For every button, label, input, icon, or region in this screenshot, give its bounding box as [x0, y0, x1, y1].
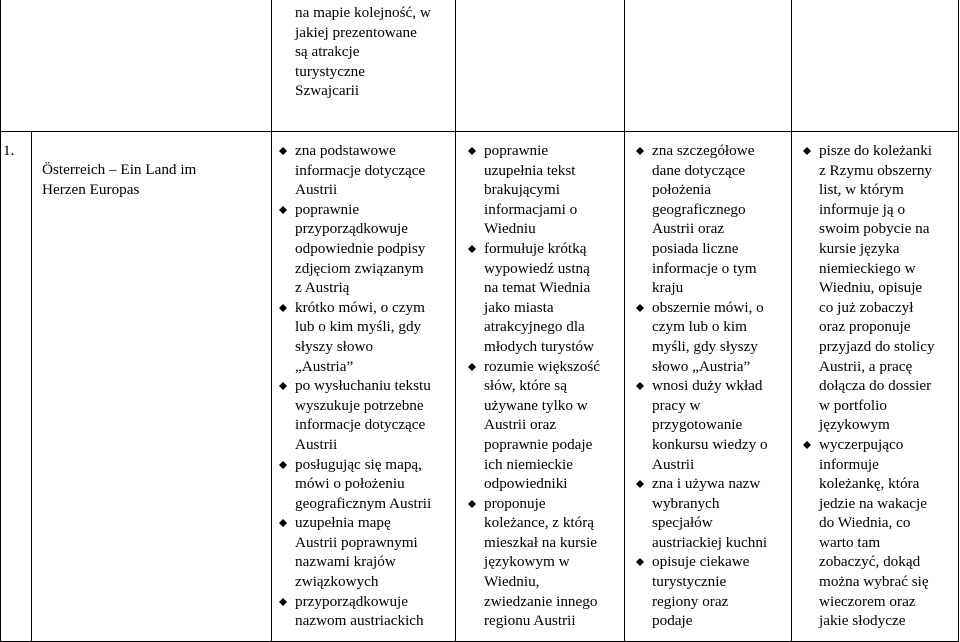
bullet-text-line: konkursu wiedzy o [652, 435, 768, 453]
bullet-text-line: w portfolio [819, 396, 887, 414]
bullet-text-line: brakującymi [484, 181, 560, 199]
bullet-item [652, 298, 768, 376]
diamond-bullet-icon [636, 147, 644, 155]
bullet-text-line: regiony oraz [652, 592, 729, 610]
bullet-text-line: Austrii [295, 181, 338, 199]
bullet-text-line: uzupełnia tekst [484, 161, 576, 179]
bullet-text-line: zna i używa nazw [652, 475, 761, 493]
bullet-text-line: rozumie większość [484, 357, 600, 375]
bullet-item [652, 376, 768, 474]
bullet-text-line: wnosi duży wkład [652, 377, 763, 395]
diamond-bullet-icon [279, 461, 287, 469]
bullet-text-line: zwiedzanie innego [484, 592, 598, 610]
bullet-text-line: związkowych [295, 573, 379, 591]
bullet-list-dobra [652, 141, 768, 631]
bullet-text-line: mieszkał na kursie [484, 533, 598, 551]
diamond-bullet-icon [279, 206, 287, 214]
col-dostateczna [484, 141, 600, 631]
bullet-text-line: poprawnie [484, 142, 549, 159]
bullet-item [484, 239, 600, 357]
bullet-text-line: list, w którym [819, 181, 904, 199]
bullet-text-line: Austrii poprawnymi [295, 533, 418, 551]
diamond-bullet-icon [279, 598, 287, 606]
text-line: na mapie kolejność, w [295, 4, 431, 21]
bullet-text-line: myśli, gdy słyszy [652, 337, 758, 355]
bullet-item [484, 494, 600, 631]
bullet-text-line: nazwami krajów [295, 553, 396, 571]
bullet-text-line: poprawnie [295, 200, 360, 218]
bullet-text-line: warto tam [819, 533, 881, 551]
bullet-text-line: jedzie na wakacje [819, 494, 927, 512]
table-border-col4 [624, 0, 625, 642]
bullet-text-line: pracy w [652, 396, 701, 414]
bullet-text-line: dane dotyczące [652, 161, 746, 179]
bullet-item [295, 200, 431, 298]
bullet-text-line: proponuje [484, 494, 546, 512]
table-border-col2 [271, 0, 272, 642]
text-line: Szwajcarii [295, 82, 360, 100]
diamond-bullet-icon [468, 500, 476, 508]
bullet-text-line: poprawnie podaje [484, 435, 593, 453]
diamond-bullet-icon [803, 441, 811, 449]
bullet-text-line: można wybrać się [819, 573, 929, 591]
bullet-list-dopuszczajaca [295, 141, 431, 631]
bullet-text-line: krótko mówi, o czym [295, 298, 425, 316]
bullet-text-line: informacje dotyczące [295, 416, 426, 434]
diamond-bullet-icon [636, 480, 644, 488]
diamond-bullet-icon [279, 382, 287, 390]
bullet-text-line: swoim pobycie na [819, 220, 930, 238]
text-line: Herzen Europas [42, 180, 140, 198]
bullet-text-line: Wiedniu, opisuje [819, 279, 923, 297]
bullet-text-line: jako miasta [484, 298, 554, 316]
bullet-text-line: „Austria” [295, 357, 354, 375]
bullet-text-line: przyporządkowuje [295, 220, 409, 238]
bullet-text-line: wieczorem oraz [819, 592, 916, 610]
bullet-item [652, 141, 768, 298]
bullet-text-line: formułuje krótką [484, 239, 587, 257]
bullet-text-line: zna szczegółowe [652, 142, 755, 159]
bullet-text-line: wypowiedź ustną [484, 259, 590, 277]
bullet-text-line: oraz proponuje [819, 318, 911, 336]
topic-cell [42, 160, 196, 199]
col-dobra [652, 141, 768, 631]
text-line: jakiej prezentowane [295, 23, 417, 41]
bullet-item [652, 552, 768, 630]
bullet-text-line: wyszukuje potrzebne [295, 396, 424, 414]
bullet-text-line: do Wiednia, co [819, 514, 911, 532]
bullet-text-line: pisze do koleżanki [819, 142, 933, 159]
bullet-text-line: posiada liczne [652, 239, 739, 257]
text-line: Österreich – Ein Land im [42, 161, 197, 178]
col-bardzo-dobra [819, 141, 935, 631]
bullet-text-line: położenia [652, 181, 712, 199]
bullet-text-line: dołącza do dossier [819, 377, 932, 395]
bullet-text-line: obszernie mówi, o [652, 298, 764, 316]
bullet-text-line: specjałów [652, 514, 713, 532]
bullet-item [295, 141, 431, 200]
row-number-text: 1. [3, 142, 15, 159]
bullet-text-line: turystycznie [652, 573, 727, 591]
table-row-separator [0, 131, 959, 132]
bullet-item [295, 513, 431, 591]
bullet-text-line: wyczerpująco [819, 435, 904, 453]
col-dopuszczajaca [295, 141, 431, 631]
bullet-text-line: młodych turystów [484, 337, 595, 355]
bullet-text-line: wybranych [652, 494, 720, 512]
bullet-text-line: po wysłuchaniu tekstu [295, 377, 431, 395]
bullet-text-line: geograficznym Austrii [295, 494, 432, 512]
bullet-text-line: przyjazd do stolicy [819, 337, 935, 355]
bullet-item [295, 376, 431, 454]
top-row-text [295, 3, 431, 101]
text-line: turystyczne [295, 62, 366, 80]
text-line: są atrakcje [295, 43, 360, 61]
bullet-text-line: informuje ją o [819, 200, 906, 218]
bullet-text-line: informacje o tym [652, 259, 757, 277]
bullet-text-line: posługując się mapą, [295, 455, 422, 473]
bullet-text-line: kraju [652, 279, 684, 297]
bullet-text-line: Austrii [295, 435, 338, 453]
bullet-text-line: koleżankę, która [819, 475, 920, 493]
bullet-text-line: słów, które są [484, 377, 567, 395]
bullet-text-line: austriackiej kuchni [652, 533, 768, 551]
diamond-bullet-icon [279, 519, 287, 527]
bullet-text-line: uzupełnia mapę [295, 514, 391, 532]
bullet-item [295, 592, 431, 631]
bullet-text-line: językowym w [484, 553, 570, 571]
bullet-text-line: Wiedniu [484, 220, 536, 238]
bullet-text-line: słowo „Austria” [652, 357, 751, 375]
bullet-text-line: Austrii, a pracę [819, 357, 913, 375]
bullet-text-line: lub o kim myśli, gdy [295, 318, 422, 336]
top-row-cell [295, 3, 431, 101]
bullet-item [295, 298, 431, 376]
diamond-bullet-icon [468, 363, 476, 371]
diamond-bullet-icon [468, 147, 476, 155]
bullet-text-line: przygotowanie [652, 416, 743, 434]
row-number [3, 141, 14, 161]
bullet-text-line: Austrii [652, 455, 695, 473]
bullet-text-line: geograficznego [652, 200, 746, 218]
bullet-text-line: atrakcyjnego dla [484, 318, 585, 336]
bullet-text-line: przyporządkowuje [295, 592, 409, 610]
bullet-text-line: Austrii oraz [484, 416, 557, 434]
bullet-text-line: informuje [819, 455, 879, 473]
bullet-item [295, 455, 431, 514]
topic-title [42, 160, 196, 199]
bullet-text-line: czym lub o kim [652, 318, 747, 336]
bullet-text-line: co już zobaczył [819, 298, 914, 316]
bullet-text-line: informacjami o [484, 200, 578, 218]
diamond-bullet-icon [468, 245, 476, 253]
bullet-text-line: zna podstawowe [295, 142, 396, 159]
table-border-right [958, 0, 959, 642]
bullet-text-line: Austrii oraz [652, 220, 725, 238]
bullet-list-bardzo-dobra [819, 141, 935, 631]
bullet-text-line: z Austrią [295, 279, 350, 297]
table-border-left [0, 0, 1, 642]
table-border-col3 [455, 0, 456, 642]
diamond-bullet-icon [636, 558, 644, 566]
bullet-text-line: informacje dotyczące [295, 161, 426, 179]
bullet-text-line: odpowiedniki [484, 475, 568, 493]
bullet-item [484, 141, 600, 239]
table-border-col1 [31, 132, 32, 642]
bullet-item [819, 141, 935, 435]
bullet-item [652, 474, 768, 552]
bullet-text-line: regionu Austrii [484, 612, 576, 630]
bullet-text-line: jakie słodycze [819, 612, 906, 630]
diamond-bullet-icon [636, 382, 644, 390]
diamond-bullet-icon [279, 147, 287, 155]
table-border-col5 [791, 0, 792, 642]
bullet-text-line: mówi o położeniu [295, 475, 405, 493]
diamond-bullet-icon [279, 304, 287, 312]
bullet-text-line: niemieckiego w [819, 259, 916, 277]
bullet-item [484, 357, 600, 494]
bullet-item [819, 435, 935, 631]
bullet-text-line: odpowiednie podpisy [295, 239, 426, 257]
bullet-text-line: Wiedniu, [484, 573, 540, 591]
bullet-text-line: z Rzymu obszerny [819, 161, 933, 179]
bullet-text-line: zobaczyć, dokąd [819, 553, 921, 571]
diamond-bullet-icon [803, 147, 811, 155]
bullet-list-dostateczna [484, 141, 600, 631]
bullet-text-line: używane tylko w [484, 396, 588, 414]
diamond-bullet-icon [636, 304, 644, 312]
bullet-text-line: językowym [819, 416, 890, 434]
bullet-text-line: nazwom austriackich [295, 612, 424, 630]
bullet-text-line: podaje [652, 612, 693, 630]
bullet-text-line: na temat Wiednia [484, 279, 591, 297]
bullet-text-line: koleżance, z którą [484, 514, 595, 532]
bullet-text-line: ich niemieckie [484, 455, 573, 473]
bullet-text-line: zdjęciom związanym [295, 259, 424, 277]
bullet-text-line: opisuje ciekawe [652, 553, 750, 571]
bullet-text-line: słyszy słowo [295, 337, 374, 355]
bullet-text-line: kursie języka [819, 239, 900, 257]
